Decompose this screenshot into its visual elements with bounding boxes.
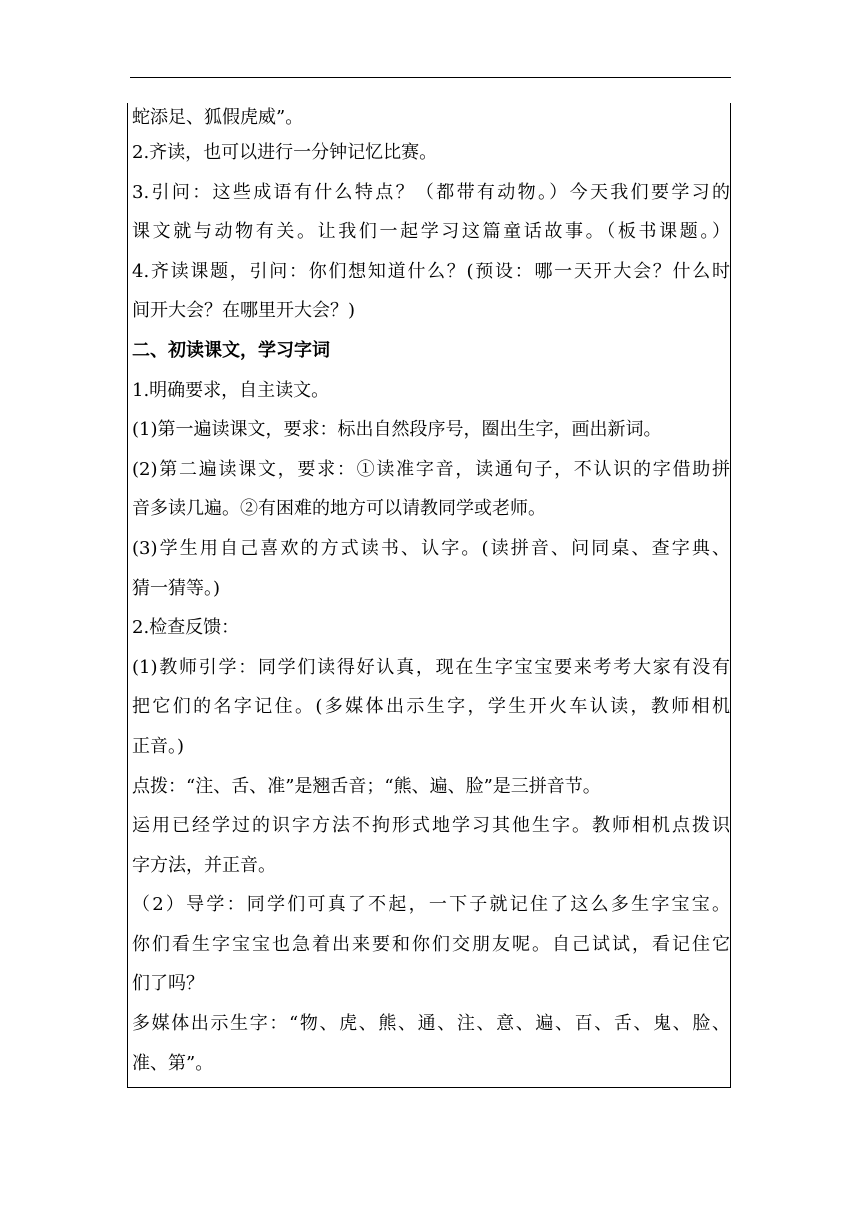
text-line: 把它们的名字记住。(多媒体出示生字，学生开火车认读，教师相机: [132, 696, 730, 718]
text-line: 正音。): [132, 735, 185, 757]
text-line: 课文就与动物有关。让我们一起学习这篇童话故事。（板书课题。）: [132, 221, 730, 243]
text-line: (3)学生用自己喜欢的方式读书、认字。(读拼音、问同桌、查字典、: [132, 537, 730, 559]
text-line: 点拨：“注、舌、准”是翘舌音；“熊、遍、脸”是三拼音节。: [132, 775, 601, 797]
text-line: 猜一猜等。): [132, 577, 221, 599]
text-line: 运用已经学过的识字方法不拘形式地学习其他生字。教师相机点拨识: [132, 815, 730, 837]
text-line: （2）导学：同学们可真了不起，一下子就记住了这么多生字宝宝。: [132, 894, 730, 916]
text-line: 2.齐读，也可以进行一分钟记忆比赛。: [132, 142, 438, 163]
section-heading: 二、初读课文，学习字词: [132, 339, 330, 361]
page-header-rule: [130, 77, 731, 78]
text-line: 你们看生字宝宝也急着出来要和你们交朋友呢。自己试试，看记住它: [132, 933, 730, 955]
text-line: 间开大会？在哪里开大会？): [132, 300, 356, 322]
text-line: 多媒体出示生字：“物、虎、熊、通、注、意、遍、百、舌、鬼、脸、: [132, 1013, 730, 1035]
text-line: 字方法，并正音。: [132, 854, 276, 876]
text-line: (1)教师引学：同学们读得好认真，现在生字宝宝要来考考大家有没有: [132, 656, 730, 678]
text-line: 们了吗？: [132, 973, 204, 995]
text-line: (2)第二遍读课文，要求：①读准字音，读通句子，不认识的字借助拼: [132, 458, 730, 480]
text-line: 1.明确要求，自主读文。: [132, 379, 330, 401]
table-cell: [127, 103, 731, 1088]
text-line: 3.引问：这些成语有什么特点？（都带有动物。）今天我们要学习的: [132, 181, 730, 203]
text-line: 蛇添足、狐假虎威”。: [132, 107, 304, 128]
text-line: (1)第一遍读课文，要求：标出自然段序号，圈出生字，画出新词。: [132, 419, 662, 441]
text-line: 音多读几遍。②有困难的地方可以请教同学或老师。: [132, 498, 546, 520]
lesson-text: [132, 103, 730, 1083]
text-line: 准、第”。: [132, 1052, 214, 1074]
text-line: 4.齐读课题，引问：你们想知道什么？(预设：哪一天开大会？什么时: [132, 260, 730, 282]
text-line: 2.检查反馈：: [132, 617, 240, 639]
